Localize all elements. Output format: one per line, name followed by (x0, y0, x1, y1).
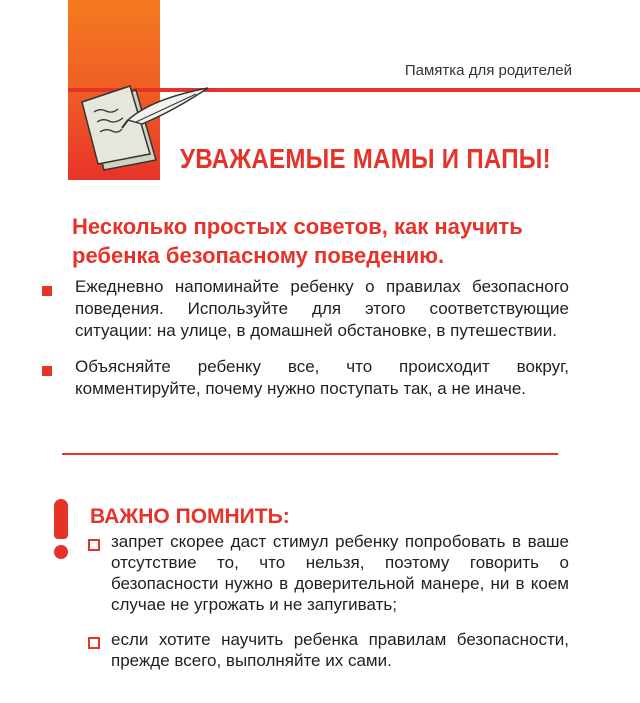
section-subheading: Несколько простых советов, как научить ребенка безопасному поведению. (72, 214, 523, 268)
section-divider (62, 453, 558, 455)
rule-text: если хотите научить ребенка правилам безопасности, прежде всего, выполняйте их сами. (111, 630, 569, 670)
important-list (0, 531, 640, 685)
checkbox-bullet-icon (88, 637, 100, 649)
list-item (0, 629, 640, 671)
page-title: УВАЖАЕМЫЕ МАМЫ И ПАПЫ! (180, 143, 551, 174)
checkbox-bullet-icon (88, 539, 100, 551)
list-item (0, 531, 640, 615)
rule-text: запрет скорее даст стимул ребенку попробовать в ваше отсутствие то, что нельзя, поэтому говорить о безопасности нужно в доверительной манере, ни в коем случае не угрожать и не запугивать; (111, 532, 569, 614)
tip-text: Объясняйте ребенку все, что происходит вокруг, комментируйте, почему нужно поступать так, а не иначе. (75, 357, 569, 398)
important-heading: ВАЖНО ПОМНИТЬ: (90, 505, 290, 528)
tips-list (0, 276, 640, 414)
list-item (0, 276, 640, 342)
square-bullet-icon (42, 366, 52, 376)
document-label: Памятка для родителей (404, 62, 572, 79)
tip-text: Ежедневно напоминайте ребенку о правилах безопасного поведения. Используйте для этого соответствующие ситуации: на улице, в домашней обстановке, в путешествии. (75, 277, 569, 340)
square-bullet-icon (42, 286, 52, 296)
list-item (0, 356, 640, 400)
